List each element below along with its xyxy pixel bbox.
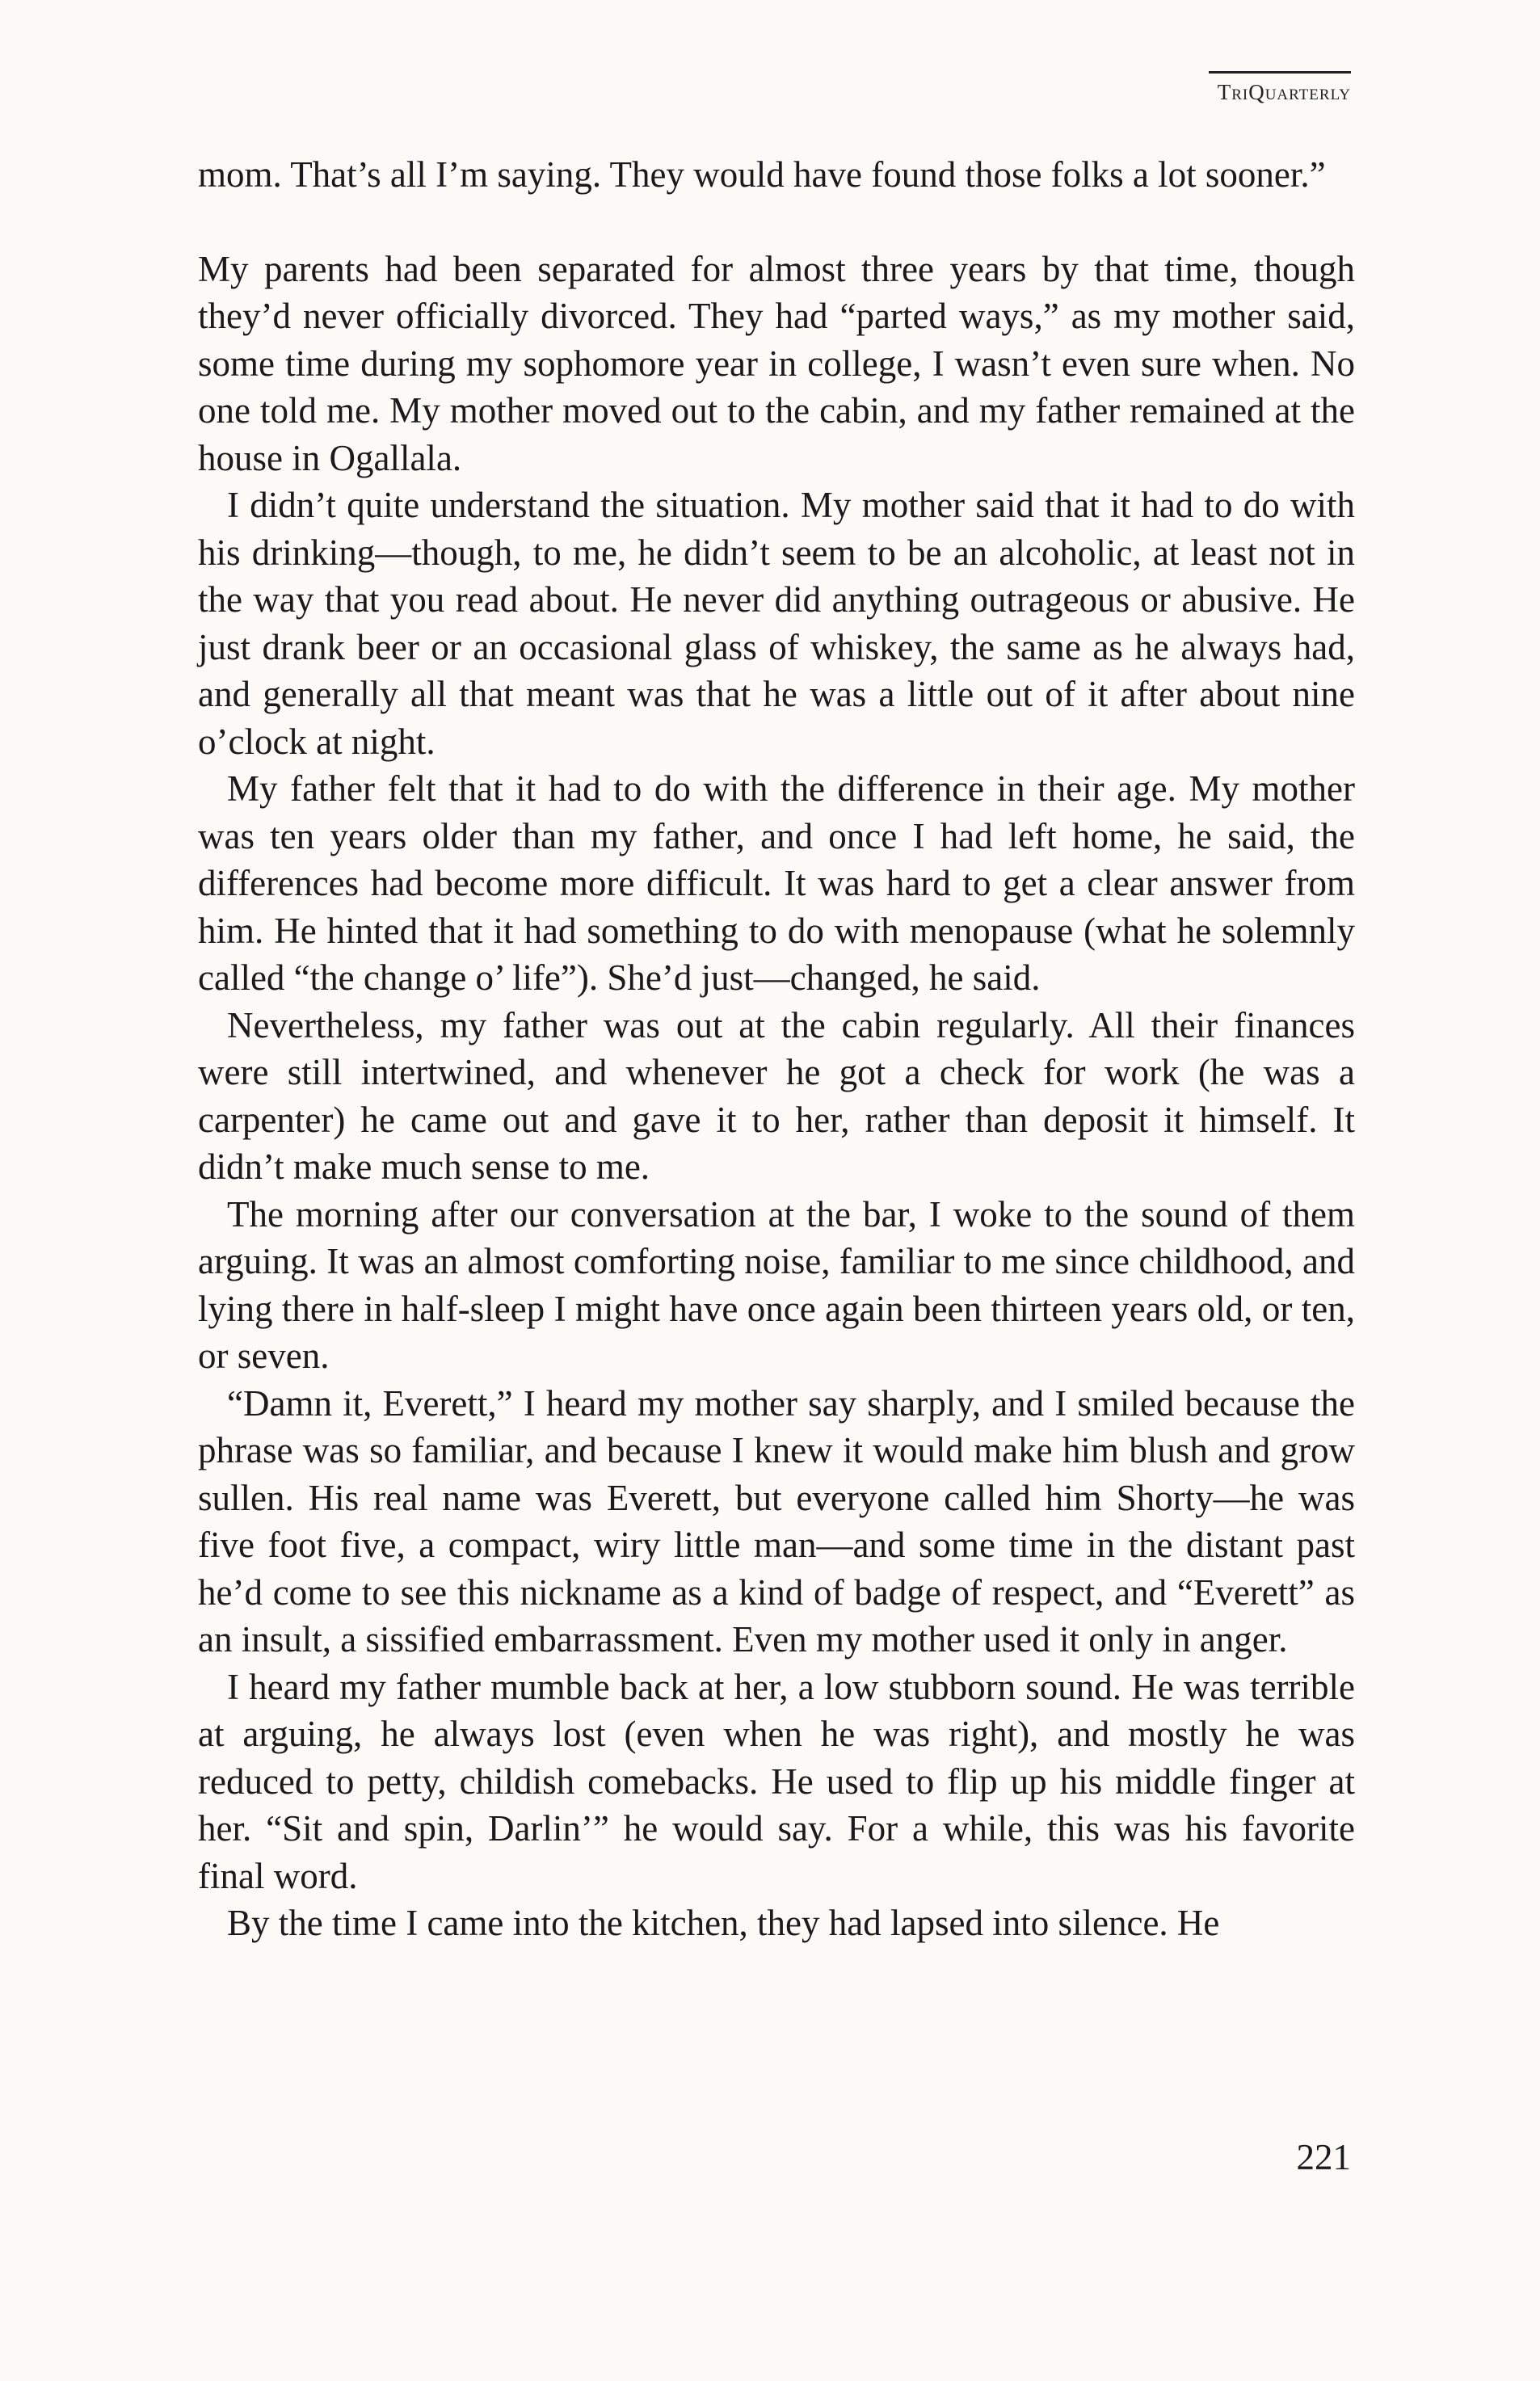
paragraph: Nevertheless, my father was out at the cabin regularly. All their finances were still intertwined, and whenever he got a check for work (he was a carpenter) he came out and gave it to her, rather than deposit it himself. It didn’t make much sense to me.	[198, 1004, 1355, 1187]
paragraph: “Damn it, Everett,” I heard my mother say sharply, and I smiled because the phrase was so familiar, and because I knew it would make him blush and grow sullen. His real name was Everett, but everyone called him Shorty—he was five foot five, a compact, wiry little man—and some time in the distant past he’d come to see this nickname as a kind of badge of respect, and “Everett” as an insult, a sissified embarrassment. Even my mother used it only in anger.	[198, 1382, 1355, 1660]
paragraph: I didn’t quite understand the situation. My mother said that it had to do with his drinking—though, to me, he didn’t seem to be an alcoholic, at least not in the way that you read about. He never did anything outrageous or abusive. He just drank beer or an occasional glass of whiskey, the same as he always had, and generally all that meant was that he was a little out of it after about nine o’clock at night.	[198, 485, 1355, 762]
paragraph: My father felt that it had to do with the difference in their age. My mother was ten years older than my father, and once I had left home, he said, the differences had become more difficult. It was hard to get a clear answer from him. He hinted that it had something to do with menopause (what he solemnly called “the change o’ life”). She’d just—changed, he said.	[198, 768, 1355, 998]
paragraph: My parents had been separated for almost three years by that time, though they’d never officially divorced. They had “parted ways,” as my mother said, some time during my sophomore year in college, I wasn’t even sure when. No one told me. My mother moved out to the cabin, and my father remained at the house in Ogallala.	[198, 248, 1355, 478]
page-number: 221	[1296, 2137, 1351, 2177]
paragraph: The morning after our conversation at the bar, I woke to the sound of them arguing. It was an almost comforting noise, familiar to me since childhood, and lying there in half-sleep I might have once again been thirteen years old, or ten, or seven.	[198, 1193, 1355, 1376]
paragraph: By the time I came into the kitchen, they had lapsed into silence. He	[227, 1903, 1220, 1943]
paragraph: I heard my father mumble back at her, a low stubborn sound. He was terrible at arguing, he always lost (even when he was right), and mostly he was reduced to petty, childish comebacks. He used to flip up his middle finger at her. “Sit and spin, Darlin’” he would say. For a while, this was his favorite final word.	[198, 1666, 1355, 1896]
running-head	[1209, 71, 1351, 105]
paragraph: mom. That’s all I’m saying. They would have found those folks a lot sooner.”	[198, 154, 1326, 195]
running-title: TriQuarterly	[1217, 80, 1351, 104]
body-text	[198, 151, 1355, 1947]
